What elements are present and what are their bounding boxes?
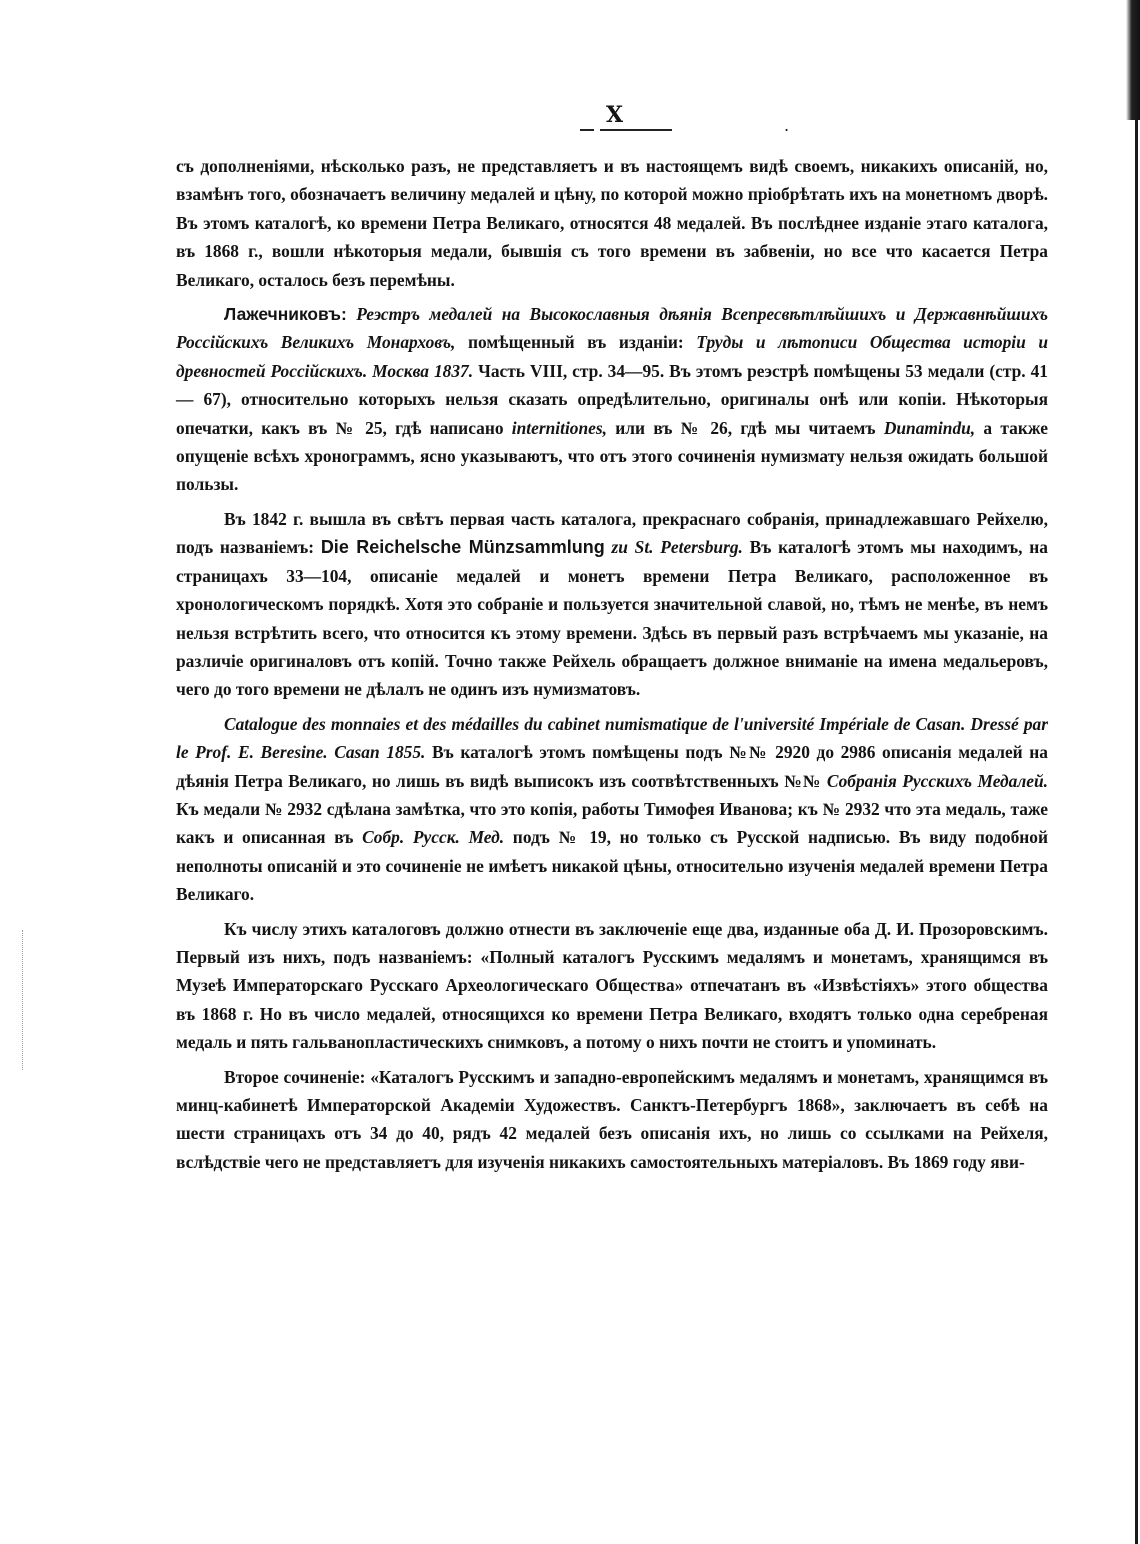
catalogue-place: zu St. Petersburg.: [611, 537, 743, 558]
quoted-word: internitiones,: [511, 417, 607, 438]
header-rule: [600, 129, 672, 131]
text-segment: Часть VIII, стр. 34—95. Въ этомъ реэстрѣ помѣщены 53 медали (стр. 41 — 67), относительно которыхъ нельзя сказать опредѣлительно, оригиналы онѣ или копiи. Нѣкоторыя опечатки, какъ въ № 25, гдѣ написано: [176, 360, 1048, 438]
paragraph-5: Къ числу этихъ каталоговъ должно отнести въ заключенiе еще два, изданные оба Д. И. Прозоровскимъ. Первый изъ нихъ, подъ названiемъ: «Полный каталогъ Русскимъ медалямъ и монетамъ, хранящимся въ Музеѣ Императорскаго Русскаго Археологическаго Общества» отпечатанъ въ «Извѣстiяхъ» этого общества въ 1868 г. Но въ число медалей, относящихся ко времени Петра Великаго, входятъ только одна серебреная медаль и пять гальванопластическихъ снимковъ, а потому о нихъ почти не стоитъ и упоминать.: [176, 918, 1048, 1053]
catalogue-title: Die Reichelsche Münzsammlung: [320, 537, 605, 558]
reference-title: Собранiя Русскихъ Медалей.: [826, 770, 1048, 791]
paragraph-1: съ дополненiями, нѣсколько разъ, не представляетъ и въ настоящемъ видѣ своемъ, никакихъ описанiй, но, взамѣнъ того, обозначаетъ величину медалей и цѣну, по которой можно прiобрѣтать ихъ на монетномъ дворѣ. Въ этомъ каталогѣ, ко времени Петра Великаго, относятся 48 медалей. Въ послѣднее изданiе этаго каталога, въ 1868 г., вошли нѣкоторыя медали, бывшiя съ того времени въ забвенiи, но все что касается Петра Великаго, осталось безъ перемѣны.: [176, 156, 1048, 290]
paragraph-2: [176, 300, 1048, 499]
catalogue-title: Catalogue des monnaies et des médailles du cabinet numismatique de l'université Impériale de Casan. Dressé par le Prof. E. Beresine. Casan 1855.: [176, 713, 1048, 763]
text-segment: Въ каталогѣ этомъ помѣщены подъ №№ 2920 до 2986 описанiя медалей на дѣянiя Петра Великаго, но лишь въ видѣ выписокъ изъ соотвѣтственныхъ №№: [176, 742, 1048, 791]
text-segment: а также опущенiе всѣхъ хронограммъ, ясно указываютъ, что отъ этого сочиненiя нумизмату нельзя ожидать большой пользы.: [176, 417, 1048, 495]
page-number: X: [606, 102, 625, 128]
text-segment: помѣщенный въ изданiи:: [467, 332, 684, 353]
quoted-word: Dunamindu,: [883, 417, 976, 438]
paragraph-4: [176, 710, 1048, 909]
header-rule-left: [580, 129, 594, 131]
page-header: [0, 102, 1140, 136]
author-name: Лажечниковъ:: [224, 304, 347, 325]
work-title: Реэстръ медалей на Высокославныя дѣянiя Всепресвѣтлѣйшихъ и Державнѣйшихъ Россiйскихъ Великихъ Монарховъ,: [176, 304, 1048, 353]
text-segment: подъ № 19, но только съ Русской надписью. Въ виду подобной неполноты описанiй и это сочиненiе не имѣетъ никакой цѣны, относительно изученiя медалей времени Петра Великаго.: [176, 827, 1049, 905]
reference-title: Собр. Русск. Мед.: [362, 827, 505, 848]
paragraph-3: [176, 505, 1048, 704]
source-title: Труды и лѣтописи Общества исторiи и древностей Россiйскихъ. Москва 1837.: [176, 332, 1048, 381]
header-dot: .: [784, 116, 790, 135]
text-segment: или въ № 26, гдѣ мы читаемъ: [615, 417, 876, 438]
text-segment: Къ медали № 2932 сдѣлана замѣтка, что это копiя, работы Тимофея Иванова; къ № 2932 что эта медаль, таже какъ и описанная въ: [176, 798, 1048, 848]
text-segment: Въ каталогѣ этомъ мы находимъ, на страницахъ 33—104, описанiе медалей и монетъ времени Петра Великаго, расположенное въ хронологическомъ порядкѣ. Хотя это собранiе и пользуется значительной славой, но, тѣмъ не менѣе, въ немъ нельзя встрѣтить всего, что относится къ этому времени. Здѣсь въ первый разъ встрѣчаемъ мы указанiе, на различiе оригиналовъ отъ копiй. Точно также Рейхель обращаетъ должное вниманiе на имена медальеровъ, чего до того времени не дѣлалъ не одинъ изъ нумизматовъ.: [176, 537, 1048, 700]
margin-marks: [22, 930, 31, 1070]
scan-edge: [1135, 0, 1138, 1544]
paragraph-6: Второе сочиненiе: «Каталогъ Русскимъ и западно-европейскимъ медалямъ и монетамъ, хранящимся въ минц-кабинетѣ Императорской Академiи Художествъ. Санктъ-Петербургъ 1868», заключаетъ въ себѣ на шести страницахъ отъ 34 до 40, рядъ 42 медалей безъ описанiя ихъ, но лишь со ссылками на Рейхеля, вслѣдствiе чего не представляетъ для изученiя никакихъ самостоятельныхъ матерiаловъ. Въ 1869 году яви-: [176, 1066, 1048, 1172]
page-body: [176, 152, 1048, 1182]
text-segment: Въ 1842 г. вышла въ свѣтъ первая часть каталога, прекраснаго собранiя, принадлежавшаго Рейхелю, подъ названiемъ:: [176, 508, 1048, 558]
